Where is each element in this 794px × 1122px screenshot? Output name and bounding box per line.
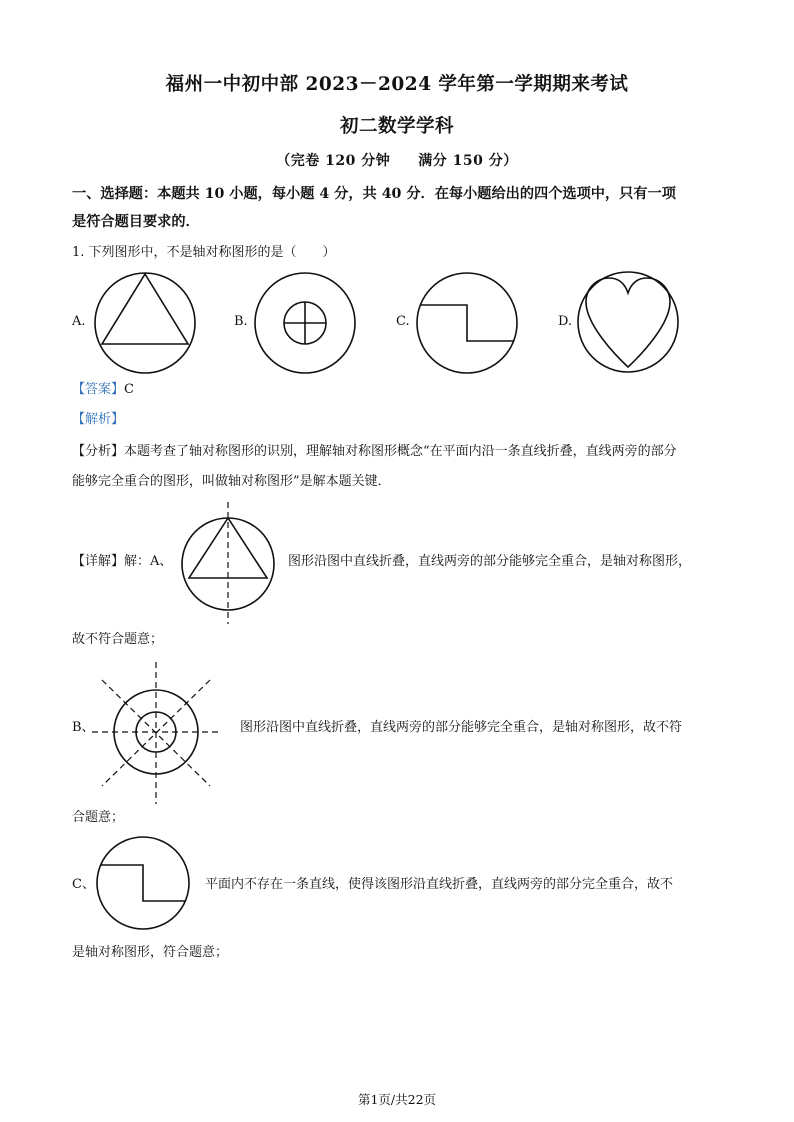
triangle-shape xyxy=(102,274,188,344)
step-line xyxy=(420,305,514,341)
question-stem: 1. 下列图形中，不是轴对称图形的是（ ） xyxy=(72,245,336,260)
answer-value: C xyxy=(124,382,134,397)
detail-b-prefix: B、 xyxy=(72,720,95,735)
detail-b-figure xyxy=(88,658,228,808)
option-a-label: A. xyxy=(72,314,86,329)
option-b-label: B. xyxy=(234,314,248,329)
step-line xyxy=(100,865,186,901)
option-d-figure xyxy=(572,266,684,378)
detail-a-text: 图形沿图中直线折叠，直线两旁的部分能够完全重合，是轴对称图形， xyxy=(288,554,692,569)
detail-c-text: 平面内不存在一条直线，使得该图形沿直线折叠，直线两旁的部分完全重合，故不 xyxy=(205,877,674,892)
section-heading-line2: 是符合题目要求的． xyxy=(72,214,200,230)
page-number: 第1页/共22页 xyxy=(357,1092,437,1107)
option-b-figure xyxy=(250,268,360,378)
option-c-figure xyxy=(412,268,522,378)
analysis-tag: 【解析】 xyxy=(72,412,125,427)
detail-c-figure xyxy=(92,832,194,934)
answer-tag: 【答案】 xyxy=(72,382,125,397)
time-info: （完卷 120 分钟 xyxy=(276,153,391,169)
exam-subject: 初二数学学科 xyxy=(339,116,454,137)
exam-title: 福州一中初中部 2023－2024 学年第一学期期来考试 xyxy=(165,74,629,95)
section-heading-line1: 一、选择题：本题共 10 小题，每小题 4 分，共 40 分．在每小题给出的四个选项中，只有一项 xyxy=(72,186,676,202)
option-a-figure xyxy=(90,268,200,378)
detail-c-prefix: C、 xyxy=(72,877,95,892)
detail-b-cont: 合题意； xyxy=(72,810,125,825)
exam-info xyxy=(0,150,794,170)
circle-shape xyxy=(578,272,678,372)
option-c-label: C. xyxy=(396,314,410,329)
analysis-line1: 【分析】本题考查了轴对称图形的识别，理解轴对称图形概念“在平面内沿一条直线折叠，直线两旁的部分 xyxy=(72,444,677,459)
option-d-label: D. xyxy=(558,314,573,329)
detail-a-figure xyxy=(178,498,278,628)
detail-a-prefix: 【详解】解：A、 xyxy=(72,554,173,569)
detail-c-cont: 是轴对称图形，符合题意； xyxy=(72,945,229,960)
heart-shape xyxy=(586,278,670,367)
answer-line xyxy=(72,380,134,400)
score-info: 满分 150 分） xyxy=(418,153,518,169)
analysis-line2: 能够完全重合的图形，叫做轴对称图形”是解本题关键． xyxy=(72,474,391,489)
detail-a-cont: 故不符合题意； xyxy=(72,632,164,647)
circle-shape xyxy=(95,273,195,373)
detail-b-text: 图形沿图中直线折叠，直线两旁的部分能够完全重合，是轴对称图形，故不符 xyxy=(240,720,683,735)
